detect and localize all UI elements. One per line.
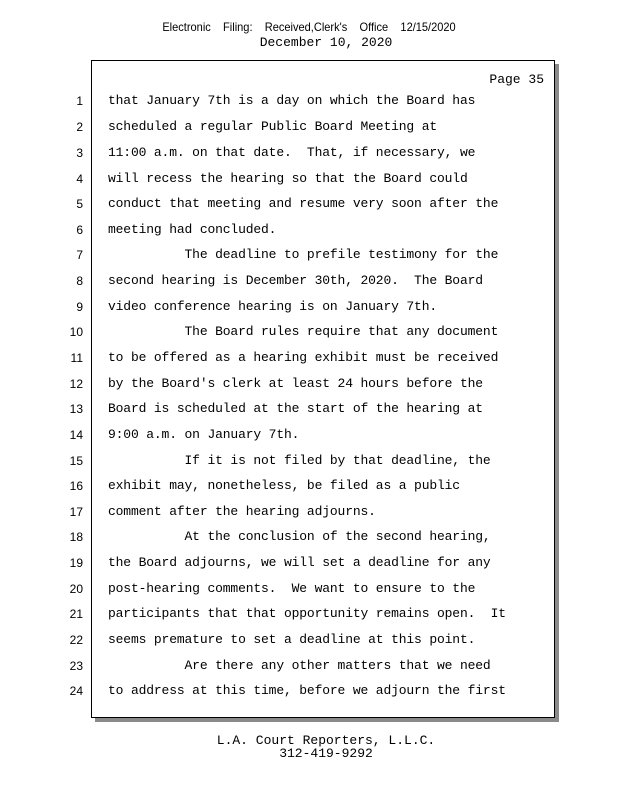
line-text: to be offered as a hearing exhibit must be received xyxy=(108,350,499,365)
line-text: post-hearing comments. We want to ensure to the xyxy=(108,581,476,596)
line-number: 8 xyxy=(76,274,83,288)
transcript-line xyxy=(0,554,560,574)
line-number: 13 xyxy=(69,402,83,416)
line-text: The deadline to prefile testimony for the xyxy=(108,247,499,262)
reporter-phone: 312-419-9292 xyxy=(279,746,373,761)
transcript-line xyxy=(0,195,560,215)
line-number: 20 xyxy=(69,582,83,596)
transcript-line xyxy=(0,349,560,369)
transcript-line xyxy=(0,92,560,112)
line-text: seems premature to set a deadline at this point. xyxy=(108,632,476,647)
line-text: exhibit may, nonetheless, be filed as a public xyxy=(108,478,460,493)
transcript-line xyxy=(0,170,560,190)
filing-stamp: Electronic Filing: Received,Clerk's Office 12/15/2020 xyxy=(162,20,456,34)
transcript-line xyxy=(0,682,560,702)
line-text: by the Board's clerk at least 24 hours before the xyxy=(108,376,483,391)
line-number: 17 xyxy=(69,505,83,519)
line-number: 7 xyxy=(76,248,83,262)
line-number: 2 xyxy=(76,120,83,134)
line-number: 21 xyxy=(69,607,83,621)
line-number: 4 xyxy=(76,172,83,186)
line-number: 9 xyxy=(76,300,83,314)
transcript-line xyxy=(0,580,560,600)
line-text: Board is scheduled at the start of the hearing at xyxy=(108,401,483,416)
line-number: 10 xyxy=(69,325,83,339)
line-text: At the conclusion of the second hearing, xyxy=(108,529,491,544)
line-text: If it is not filed by that deadline, the xyxy=(108,453,491,468)
transcript-line xyxy=(0,375,560,395)
transcript-line xyxy=(0,272,560,292)
line-number: 11 xyxy=(70,351,83,365)
transcript-line xyxy=(0,118,560,138)
hearing-date: December 10, 2020 xyxy=(259,35,393,50)
line-number: 1 xyxy=(76,94,83,108)
line-number: 14 xyxy=(69,428,83,442)
line-text: second hearing is December 30th, 2020. The Board xyxy=(108,273,483,288)
reporter-company: L.A. Court Reporters, L.L.C. xyxy=(216,733,436,748)
line-text: 11:00 a.m. on that date. That, if necessary, we xyxy=(108,145,476,160)
transcript-line xyxy=(0,503,560,523)
line-text: comment after the hearing adjourns. xyxy=(108,504,376,519)
line-text: that January 7th is a day on which the Board has xyxy=(108,93,476,108)
transcript-line xyxy=(0,631,560,651)
line-text: scheduled a regular Public Board Meeting at xyxy=(108,119,438,134)
transcript-line xyxy=(0,323,560,343)
line-text: video conference hearing is on January 7th. xyxy=(108,299,438,314)
line-text: 9:00 a.m. on January 7th. xyxy=(108,427,300,442)
line-text: to address at this time, before we adjourn the first xyxy=(108,683,506,698)
line-number: 6 xyxy=(76,223,83,237)
line-text: meeting had concluded. xyxy=(108,222,277,237)
line-number: 15 xyxy=(69,454,83,468)
transcript-line xyxy=(0,528,560,548)
line-text: will recess the hearing so that the Board could xyxy=(108,171,468,186)
line-number: 16 xyxy=(69,479,83,493)
transcript-line xyxy=(0,298,560,318)
line-number: 12 xyxy=(69,377,83,391)
line-number: 19 xyxy=(69,556,83,570)
transcript-line xyxy=(0,477,560,497)
transcript-line xyxy=(0,246,560,266)
transcript-line xyxy=(0,605,560,625)
transcript-line xyxy=(0,144,560,164)
line-text: participants that that opportunity remains open. It xyxy=(108,606,506,621)
line-number: 23 xyxy=(69,659,83,673)
line-text: conduct that meeting and resume very soon after the xyxy=(108,196,499,211)
transcript-line xyxy=(0,400,560,420)
line-number: 24 xyxy=(69,684,83,698)
line-number: 3 xyxy=(76,146,83,160)
line-text: Are there any other matters that we need xyxy=(108,658,491,673)
transcript-line xyxy=(0,452,560,472)
line-text: The Board rules require that any document xyxy=(108,324,499,339)
transcript-line xyxy=(0,221,560,241)
line-text: the Board adjourns, we will set a deadline for any xyxy=(108,555,491,570)
page-number: Page 35 xyxy=(489,72,544,87)
line-number: 22 xyxy=(69,633,83,647)
line-number: 18 xyxy=(69,530,83,544)
transcript-line xyxy=(0,426,560,446)
transcript-line xyxy=(0,657,560,677)
line-number: 5 xyxy=(76,197,83,211)
